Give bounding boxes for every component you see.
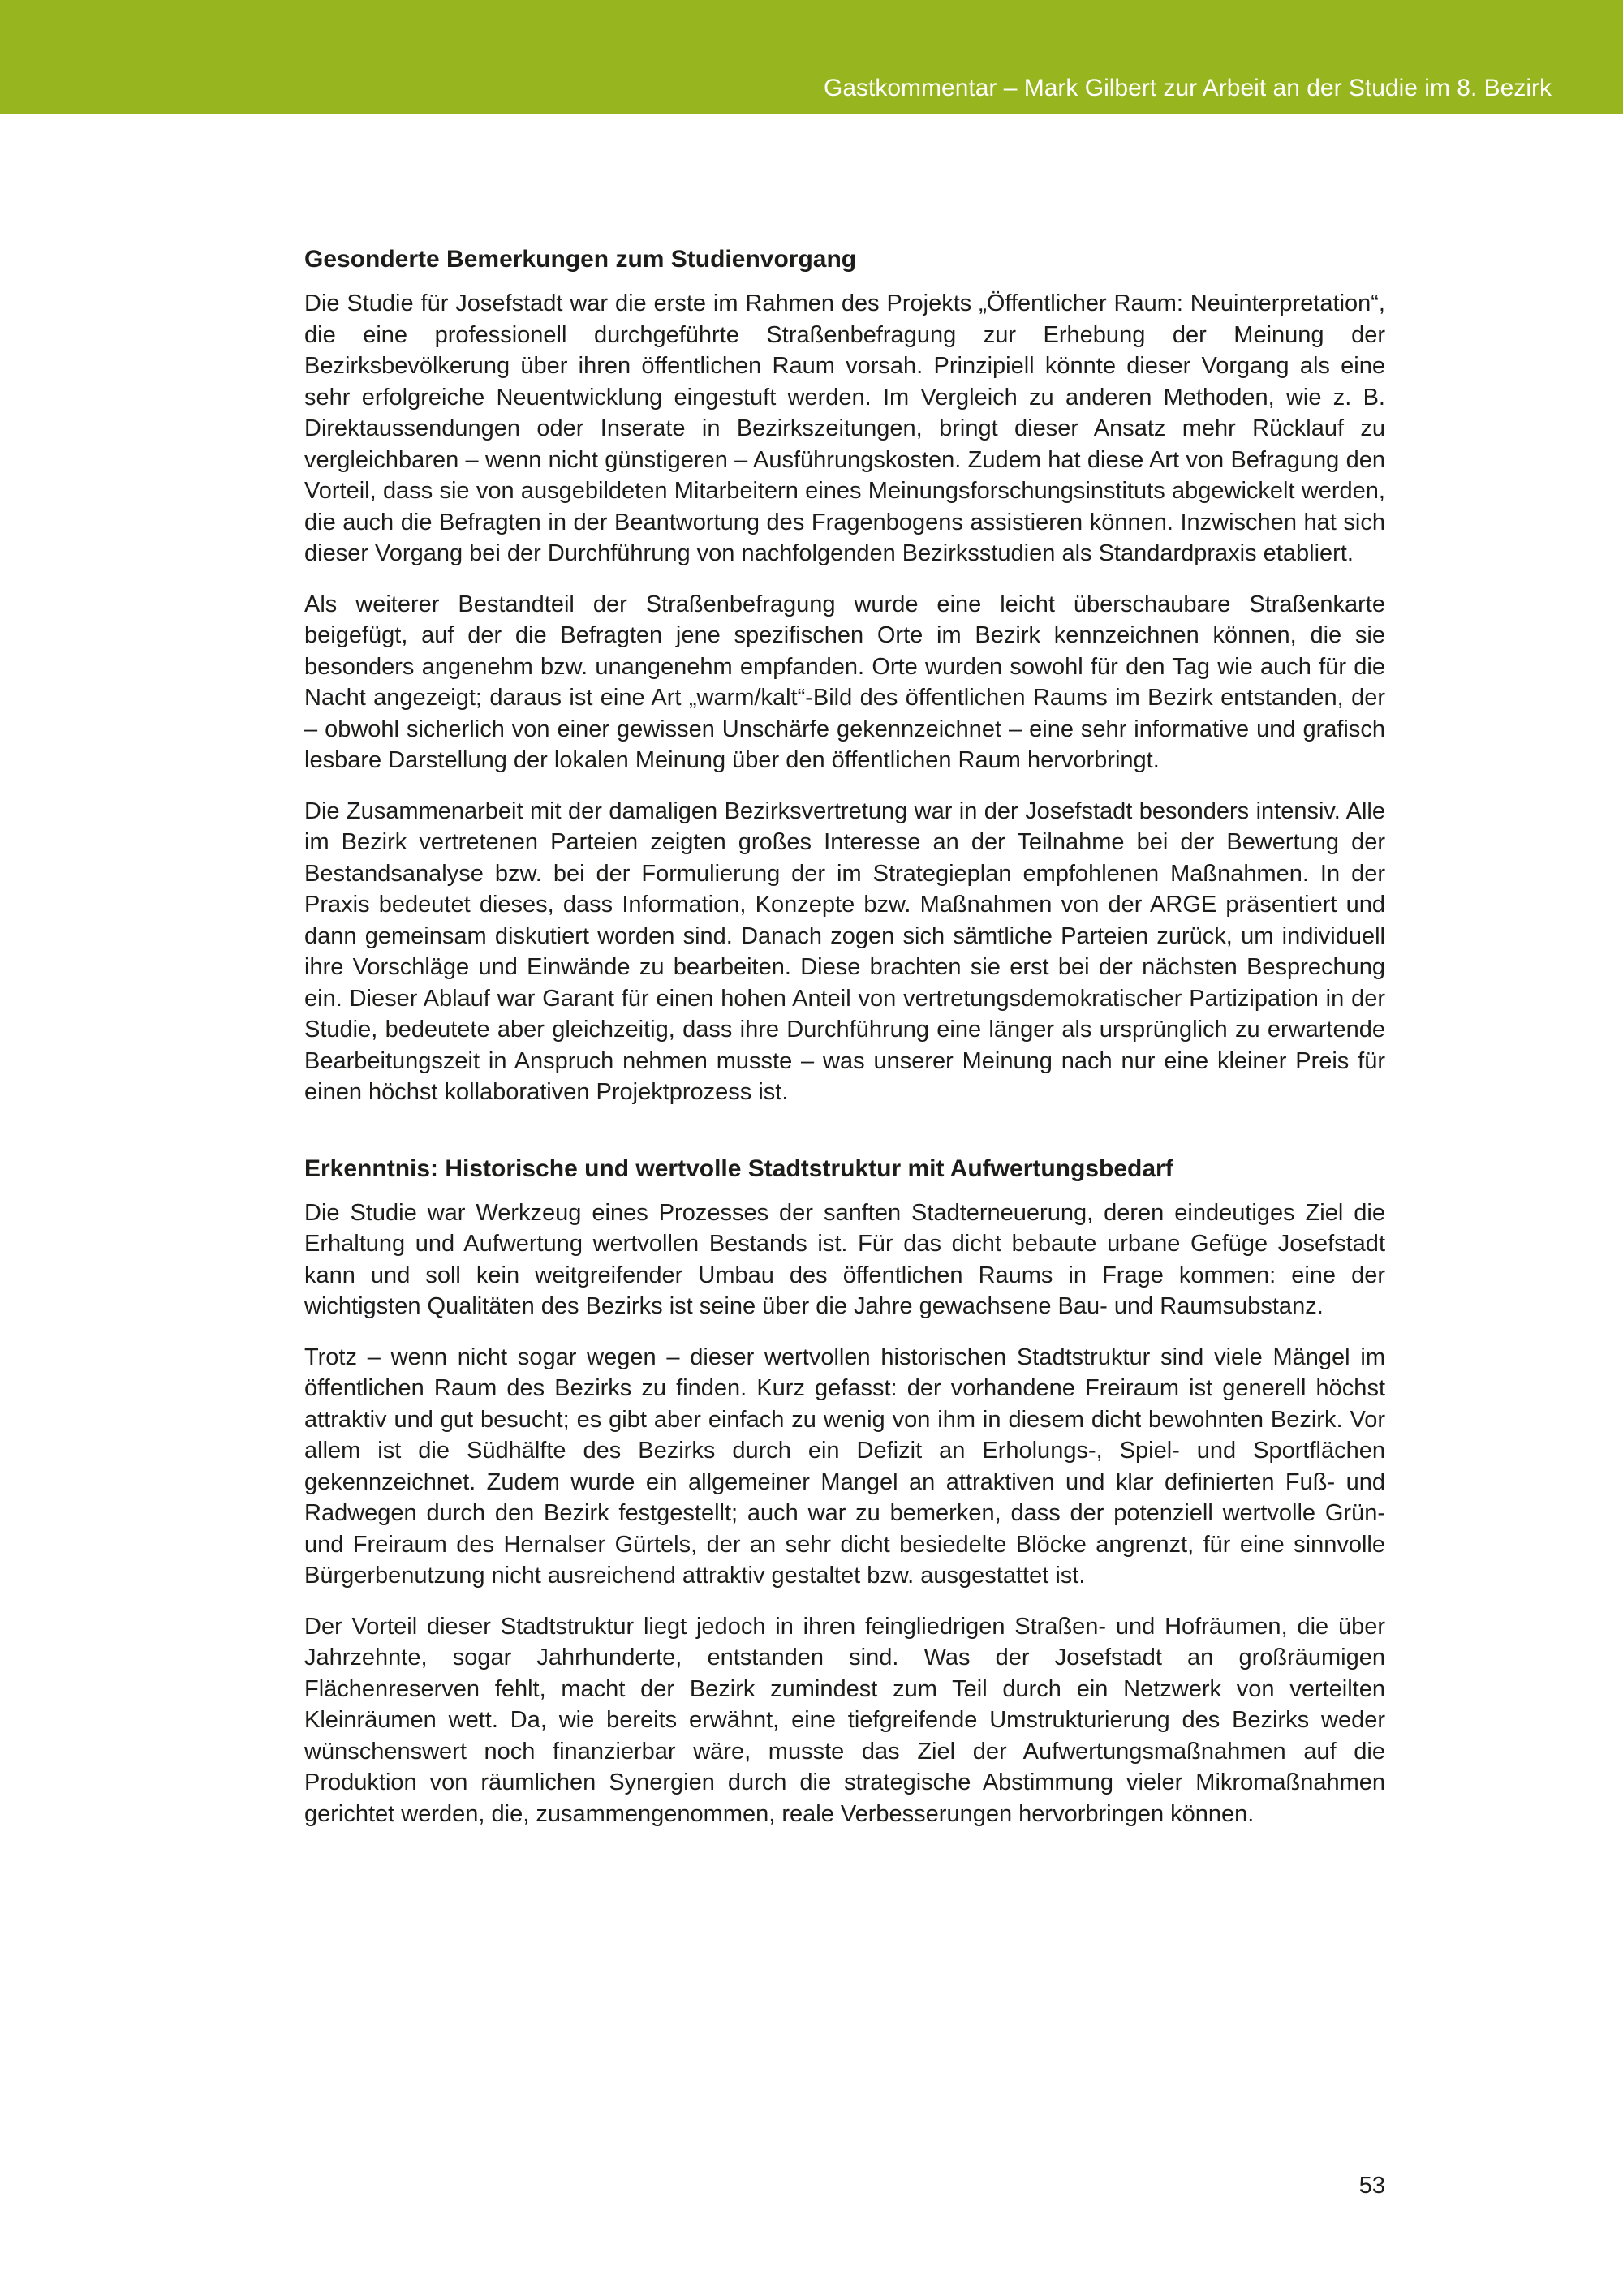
page-content	[304, 246, 1385, 1849]
section-studienvorgang	[304, 246, 1385, 1108]
paragraph: Als weiterer Bestandteil der Straßenbefragung wurde eine leicht überschaubare Straßenkarte beigefügt, auf der die Befragten jene spezifischen Orte im Bezirk kennzeichnen können, die sie besonders angenehm bzw. unangenehm empfanden. Orte wurden sowohl für den Tag wie auch für die Nacht angezeigt; daraus ist eine Art „warm/kalt“-Bild des öffentlichen Raums im Bezirk entstanden, der – obwohl sicherlich von einer gewissen Unschärfe gekennzeichnet – eine sehr informative und grafisch lesbare Darstellung der lokalen Meinung über den öffentlichen Raum hervorbringt.	[304, 591, 1385, 773]
page-header-band	[0, 0, 1623, 114]
section-heading-studienvorgang: Gesonderte Bemerkungen zum Studienvorgang	[304, 246, 857, 273]
section-erkenntnis	[304, 1155, 1385, 1830]
paragraph: Die Studie für Josefstadt war die erste im Rahmen des Projekts „Öffentlicher Raum: Neuinterpretation“, die eine professionell durchgeführte Straßenbefragung zur Erhebung der Meinung der Bezirksbevölkerung über ihren öffentlichen Raum vorsah. Prinzipiell könnte dieser Vorgang als eine sehr erfolgreiche Neuentwicklung eingestuft werden. Im Vergleich zu anderen Methoden, wie z. B. Direktaussendungen oder Inserate in Bezirkszeitungen, bringt dieser Ansatz mehr Rücklauf zu vergleichbaren – wenn nicht günstigeren – Ausführungskosten. Zudem hat diese Art von Befragung den Vorteil, dass sie von ausgebildeten Mitarbeitern eines Meinungsforschungsinstituts abgewickelt werden, die auch die Befragten in der Beantwortung des Fragenbogens assistieren können. Inzwischen hat sich dieser Vorgang bei der Durchführung von nachfolgenden Bezirksstudien als Standardpraxis etabliert.	[304, 290, 1385, 566]
page-number: 53	[1358, 2173, 1385, 2199]
paragraph: Die Studie war Werkzeug eines Prozesses der sanften Stadterneuerung, deren eindeutiges Ziel die Erhaltung und Aufwertung wertvollen Bestands ist. Für das dicht bebaute urbane Gefüge Josefstadt kann und soll kein weitgreifender Umbau des öffentlichen Raums in Frage kommen: eine der wichtigsten Qualitäten des Bezirks ist seine über die Jahre gewachsene Bau- und Raumsubstanz.	[304, 1199, 1385, 1319]
paragraph: Trotz – wenn nicht sogar wegen – dieser wertvollen historischen Stadtstruktur sind viele Mängel im öffentlichen Raum des Bezirks zu finden. Kurz gefasst: der vorhandene Freiraum ist generell höchst attraktiv und gut besucht; es gibt aber einfach zu wenig von ihm in diesem dicht bewohnten Bezirk. Vor allem ist die Südhälfte des Bezirks durch ein Defizit an Erholungs-, Spiel- und Sportflächen gekennzeichnet. Zudem wurde ein allgemeiner Mangel an attraktiven und klar definierten Fuß- und Radwegen durch den Bezirk festgestellt; auch war zu bemerken, dass der potenziell wertvolle Grün- und Freiraum des Hernalser Gürtels, der an sehr dicht besiedelte Blöcke angrenzt, für eine sinnvolle Bürgerbenutzung nicht ausreichend attraktiv gestaltet bzw. ausgestattet ist.	[304, 1344, 1385, 1589]
paragraph: Der Vorteil dieser Stadtstruktur liegt jedoch in ihren feingliedrigen Straßen- und Hofräumen, die über Jahrzehnte, sogar Jahrhunderte, entstanden sind. Was der Josefstadt an großräumigen Flächenreserven fehlt, macht der Bezirk zumindest zum Teil durch ein Netzwerk von verteilten Kleinräumen wett. Da, wie bereits erwähnt, eine tiefgreifende Umstrukturierung des Bezirks weder wünschenswert noch finanzierbar wäre, musste das Ziel der Aufwertungsmaßnahmen auf die Produktion von räumlichen Synergien durch die strategische Abstimmung vieler Mikromaßnahmen gerichtet werden, die, zusammengenommen, reale Verbesserungen hervorbringen können.	[304, 1613, 1385, 1827]
section-heading-erkenntnis: Erkenntnis: Historische und wertvolle Stadtstruktur mit Aufwertungsbedarf	[304, 1154, 1173, 1182]
paragraph: Die Zusammenarbeit mit der damaligen Bezirksvertretung war in der Josefstadt besonders intensiv. Alle im Bezirk vertretenen Parteien zeigten großes Interesse an der Teilnahme bei der Bewertung der Bestandsanalyse bzw. bei der Formulierung der im Strategieplan empfohlenen Maßnahmen. In der Praxis bedeutet dieses, dass Information, Konzepte bzw. Maßnahmen von der ARGE präsentiert und dann gemeinsam diskutiert worden sind. Danach zogen sich sämtliche Parteien zurück, um individuell ihre Vorschläge und Einwände zu bearbeiten. Diese brachten sie erst bei der nächsten Besprechung ein. Dieser Ablauf war Garant für einen hohen Anteil von vertretungsdemokratischer Partizipation in der Studie, bedeutete aber gleichzeitig, dass ihre Durchführung eine länger als ursprünglich zu erwartende Bearbeitungszeit in Anspruch nehmen musste – was unserer Meinung nach nur eine kleiner Preis für einen höchst kollaborativen Projektprozess ist.	[304, 798, 1385, 1105]
running-header-text: Gastkommentar – Mark Gilbert zur Arbeit an der Studie im 8. Bezirk	[824, 74, 1552, 101]
